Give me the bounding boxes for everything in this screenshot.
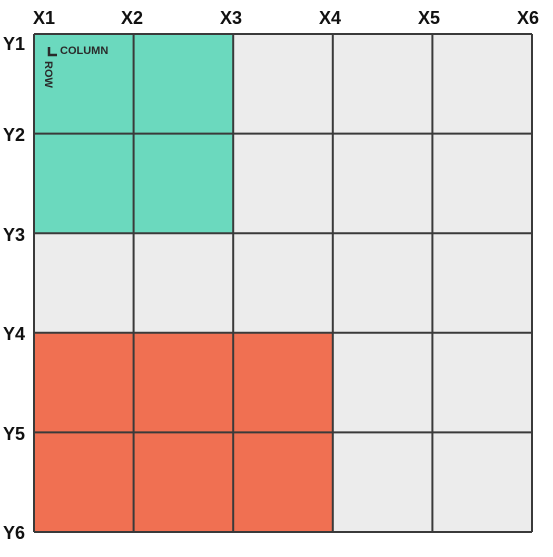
x-label-3: X3 — [220, 8, 243, 28]
empty-cell-r3-c4 — [333, 233, 433, 333]
grid-cells — [34, 34, 532, 532]
x-axis-labels — [33, 8, 539, 28]
x-label-4: X4 — [319, 8, 342, 28]
x-label-6: X6 — [517, 8, 540, 28]
red-area-cell-r4-c3 — [233, 333, 333, 433]
column-annotation: COLUMN — [60, 45, 109, 57]
empty-cell-r3-c2 — [134, 233, 234, 333]
empty-cell-r3-c3 — [233, 233, 333, 333]
empty-cell-r1-c4 — [333, 34, 433, 134]
empty-cell-r1-c3 — [233, 34, 333, 134]
y-axis-labels — [3, 34, 25, 543]
empty-cell-r2-c3 — [233, 134, 333, 234]
empty-cell-r2-c4 — [333, 134, 433, 234]
empty-cell-r1-c5 — [432, 34, 532, 134]
empty-cell-r5-c5 — [432, 432, 532, 532]
red-area-cell-r5-c1 — [34, 432, 134, 532]
red-area-cell-r4-c2 — [134, 333, 234, 433]
teal-area-cell-r1-c2 — [134, 34, 234, 134]
empty-cell-r5-c4 — [333, 432, 433, 532]
x-label-2: X2 — [121, 8, 144, 28]
y-label-3: Y3 — [3, 225, 26, 245]
red-area-cell-r4-c1 — [34, 333, 134, 433]
row-annotation: ROW — [42, 61, 54, 88]
y-label-6: Y6 — [3, 523, 26, 543]
y-label-4: Y4 — [3, 324, 26, 344]
teal-area-cell-r2-c2 — [134, 134, 234, 234]
empty-cell-r4-c5 — [432, 333, 532, 433]
teal-area-cell-r2-c1 — [34, 134, 134, 234]
x-label-5: X5 — [418, 8, 441, 28]
red-area-cell-r5-c3 — [233, 432, 333, 532]
x-label-1: X1 — [33, 8, 56, 28]
y-label-5: Y5 — [3, 424, 26, 444]
empty-cell-r2-c5 — [432, 134, 532, 234]
y-label-2: Y2 — [3, 125, 26, 145]
empty-cell-r3-c5 — [432, 233, 532, 333]
y-label-1: Y1 — [3, 34, 26, 54]
empty-cell-r4-c4 — [333, 333, 433, 433]
red-area-cell-r5-c2 — [134, 432, 234, 532]
empty-cell-r3-c1 — [34, 233, 134, 333]
